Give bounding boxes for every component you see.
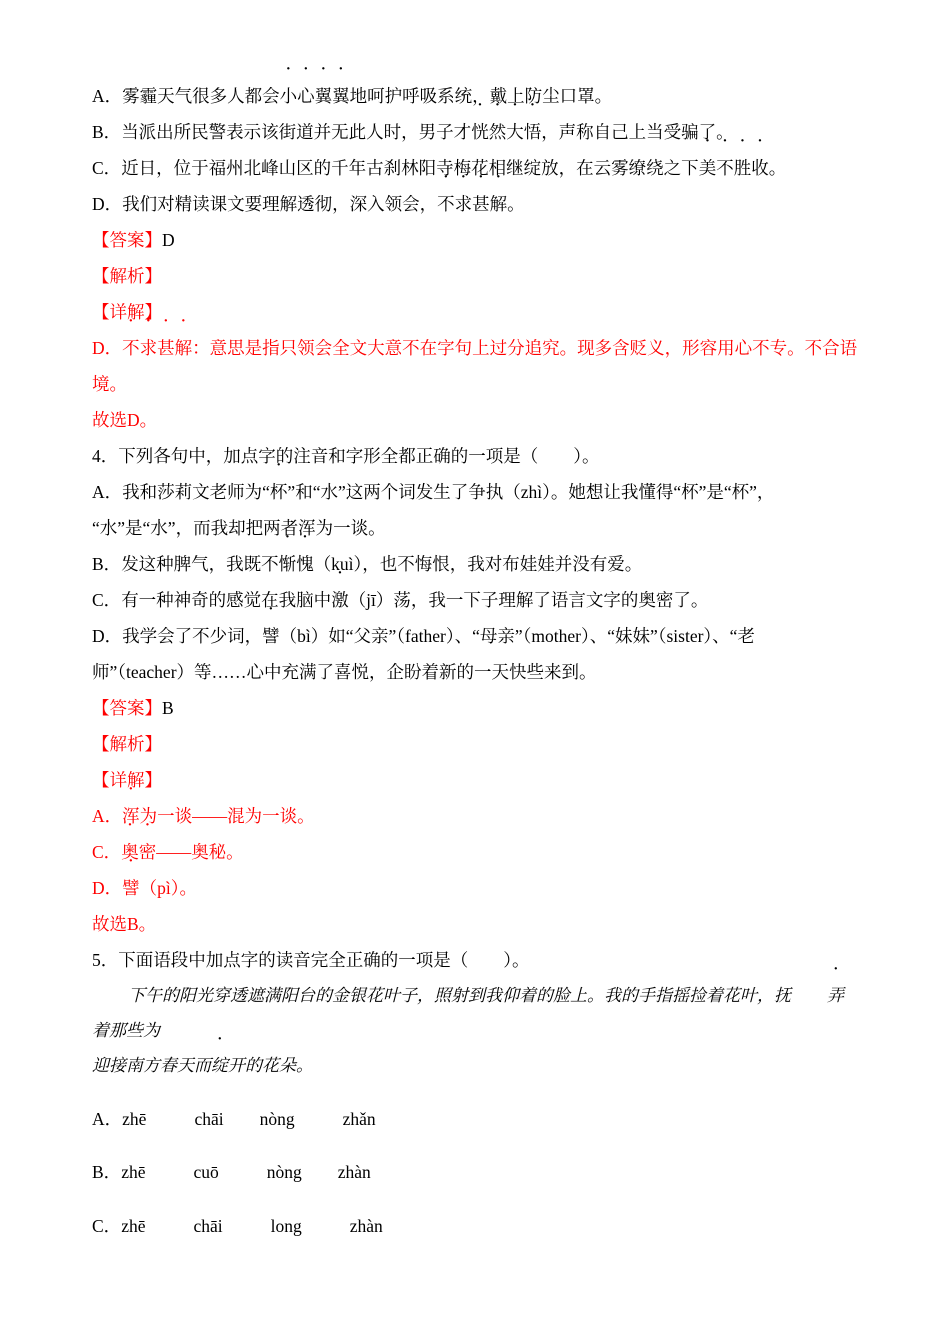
q5-option-a: [92, 1101, 858, 1137]
q5-option-a-p3: nòng: [259, 1108, 295, 1129]
q4-answer-label: 【答案】: [92, 698, 162, 718]
q4-detail-line-d: D．譬（pì）。: [92, 870, 858, 906]
emphasis-char: 解: [174, 338, 193, 358]
q4-detail-line-c: C．奥密——奥秘。: [92, 834, 858, 870]
q5-option-c-p1: zhē: [121, 1215, 146, 1236]
q4-stem-text: 下列各句中，加点字的注音和字形全都正确的一项是（ ）。: [118, 446, 600, 466]
q5-option-a-p1: zhē: [122, 1108, 147, 1129]
answer-label: 【答案】: [92, 230, 162, 250]
emphasis-char: 浑: [122, 806, 140, 826]
q4-detail-label: 【详解】: [92, 770, 162, 790]
emphasis-char: 然: [488, 122, 507, 142]
q5-option-b-p1: zhē: [121, 1162, 146, 1182]
option-label-c: C．: [92, 158, 122, 178]
emphasis-char: 杯: [269, 482, 288, 502]
q5-passage-line1: 下午的阳光穿透遮满阳台的金银花叶子，照射到我仰着的脸上。我的手指摇捡着花叶，抚 弄着那些为: [92, 978, 858, 1048]
q4-answer-row: [92, 690, 858, 726]
q4-analysis-label: 【解析】: [92, 734, 162, 754]
emphasis-char: 譬: [122, 878, 140, 898]
emphasis-char: 惭: [278, 554, 297, 574]
emphasis-char: 激: [331, 590, 349, 610]
q3-conclusion: 故选D。: [92, 410, 158, 430]
emphasis-char: 弄: [827, 986, 844, 1005]
q4-option-text-a1: 我和莎莉文老师为“杯”和“水”这两个词发生了争执（zhì）。她想让我懂得“杯”是“杯”，: [122, 482, 774, 502]
q4-option-d-line2: 师”（teacher）等……心中充满了喜悦，企盼着新的一天快些来到。: [92, 662, 597, 682]
option-label-d: D．: [92, 194, 123, 214]
emphasis-char: 解: [489, 194, 508, 214]
emphasis-char: 美: [698, 158, 717, 178]
option-label-a: A．: [92, 86, 123, 106]
q5-passage-line2: 迎接南方春天而绽开的花朵。: [92, 1048, 858, 1083]
q5-option-label-a: A．: [92, 1108, 123, 1129]
q3-detail-text: D．不求甚解：意思是指只领会全文大意不在字句上过分追究。现多含贬义，形容用心不专。不合语境。: [92, 330, 858, 402]
q5-option-c-p2: chāi: [193, 1215, 223, 1236]
emphasis-char: 胜: [733, 158, 752, 178]
q5-option-c-p3: long: [270, 1215, 302, 1236]
q5-option-c: [92, 1208, 858, 1244]
emphasis-char: 愧: [296, 554, 314, 574]
q4-option-text-c: 有一种神奇的感觉在我脑中激（jī）荡，我一下子理解了语言文字的奥密了。: [121, 590, 708, 610]
analysis-label: 【解析】: [92, 266, 162, 286]
q5-stem: [92, 942, 858, 978]
q3-analysis-row: [92, 258, 858, 294]
q5-option-b: [92, 1154, 858, 1190]
option-text-c: 近日，位于福州北峰山区的千年古刹林阳寺梅花相继绽放，在云雾缭绕之下美不胜收。: [121, 158, 786, 178]
q4-number: 4．: [92, 446, 119, 466]
emphasis-char: 心: [297, 86, 315, 106]
q4-conclusion: 故选B。: [92, 914, 157, 934]
q5-option-b-p2: cuō: [193, 1162, 219, 1182]
q4-detail-row: [92, 762, 858, 798]
q4-option-c: [92, 582, 858, 618]
q4-option-label-a: A．: [92, 482, 123, 502]
emphasis-char: 翼: [314, 86, 333, 106]
emphasis-char: 譬: [262, 626, 280, 646]
detail-label: 【详解】: [92, 302, 162, 322]
q5-option-a-p2: chāi: [194, 1108, 224, 1129]
q4-option-label-d: D．: [92, 626, 123, 646]
emphasis-char: 求: [139, 338, 158, 358]
q4-option-a-line2: “水”是“水”，而我却把两者浑为一谈。: [92, 518, 386, 538]
q5-option-c-p4: zhàn: [349, 1215, 383, 1236]
q4-option-d-line1: [92, 618, 858, 654]
q3-option-d: [92, 186, 858, 222]
q4-option-b: [92, 546, 858, 582]
q4-option-text-d1: 我学会了不少词，譬（bì）如“父亲”（father）、“母亲”（mother）、“妹妹”（sister）、“老: [122, 626, 755, 646]
emphasis-char: 甚: [472, 194, 490, 214]
q4-option-text-b: 发这种脾气，我既不惭愧（kuì），也不悔恨，我对布娃娃并没有爱。: [121, 554, 642, 574]
emphasis-char: 收: [751, 158, 769, 178]
option-text-d: 我们对精读课文要理解透彻，深入领会，不求甚解。: [122, 194, 525, 214]
option-text-a: 雾霾天气很多人都会小心翼翼地呵护呼吸系统，戴上防尘口罩。: [122, 86, 612, 106]
q4-option-label-c: C．: [92, 590, 122, 610]
q3-detail-row: [92, 294, 858, 330]
emphasis-char: 绽: [211, 1056, 228, 1075]
q4-detail-line-a: A．浑为一谈——混为一谈。: [92, 798, 858, 834]
option-label-b: B．: [92, 122, 122, 142]
q3-answer-row: [92, 222, 858, 258]
emphasis-char: 不: [716, 158, 734, 178]
q5-option-label-c: C．: [92, 1215, 122, 1236]
q5-option-b-p4: zhàn: [337, 1162, 371, 1182]
emphasis-char: 求: [454, 194, 473, 214]
emphasis-char: 不: [437, 194, 455, 214]
emphasis-char: 翼: [332, 86, 350, 106]
answer-value: D: [162, 230, 175, 250]
emphasis-char: 悟: [523, 122, 542, 142]
emphasis-char: 小: [279, 86, 298, 106]
emphasis-char: 大: [506, 122, 524, 142]
q4-answer-value: B: [162, 698, 174, 718]
emphasis-char: 密: [138, 842, 157, 862]
q4-option-a-line1: [92, 474, 858, 510]
q4-analysis-row: [92, 726, 858, 762]
emphasis-char: 甚: [157, 338, 175, 358]
option-text-b: 当派出所民警表示该街道并无此人时，男子才恍然大悟，声称自己上当受骗了。: [121, 122, 734, 142]
q5-option-label-b: B．: [92, 1162, 122, 1182]
emphasis-char: 恍: [471, 122, 489, 142]
q4-option-label-b: B．: [92, 554, 122, 574]
q4-stem: [92, 438, 858, 474]
emphasis-char: 不: [122, 338, 140, 358]
q5-number: 5．: [92, 950, 119, 970]
q5-stem-text: 下面语段中加点字的读音完全正确的一项是（ ）。: [118, 950, 530, 970]
emphasis-char: 奥: [121, 842, 139, 862]
q5-option-b-p3: nòng: [266, 1162, 302, 1182]
q5-option-a-p4: zhǎn: [342, 1108, 376, 1129]
